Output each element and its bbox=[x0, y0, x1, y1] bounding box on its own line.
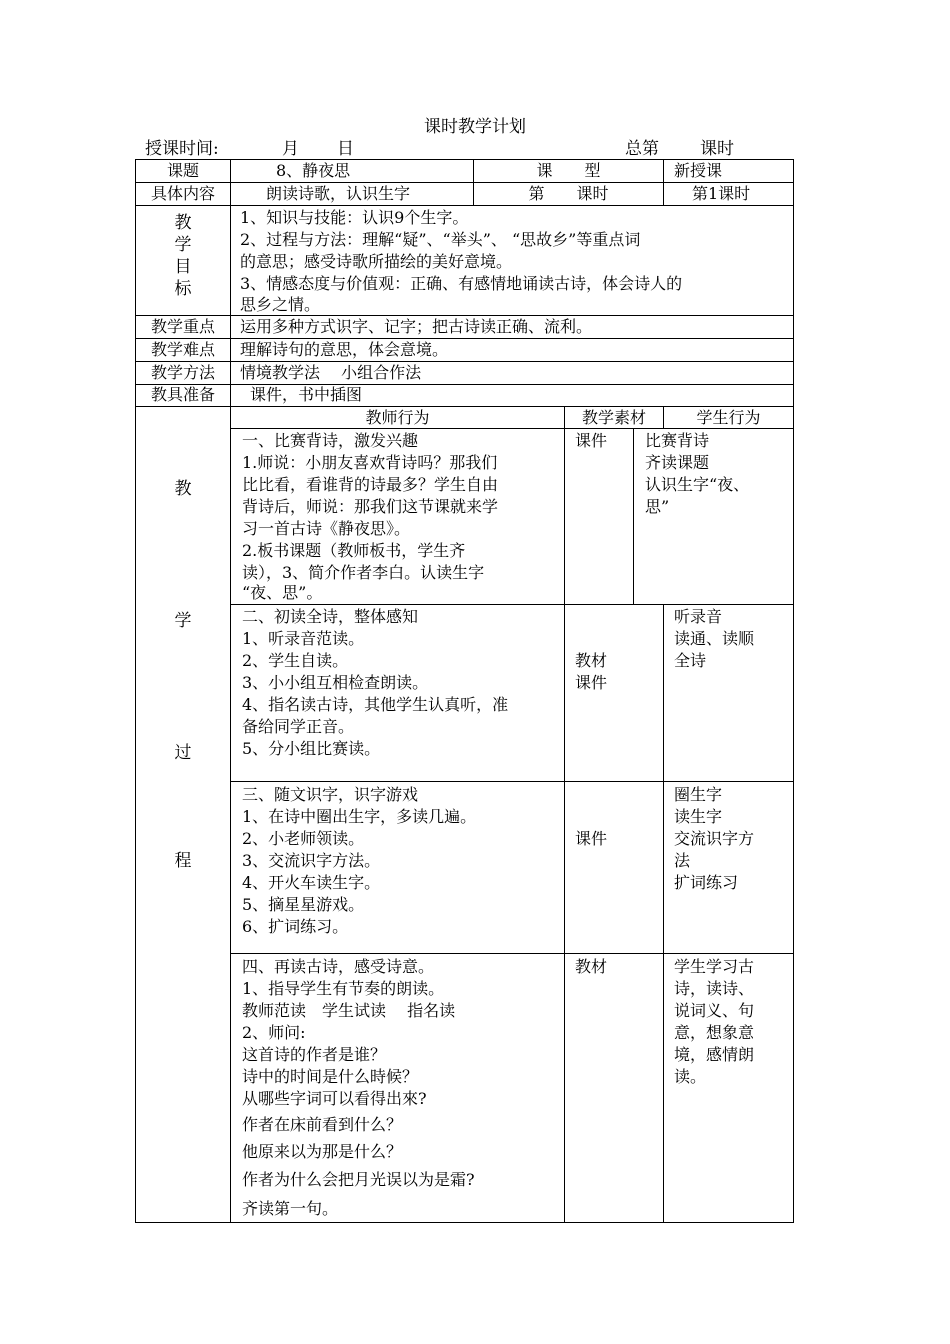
teacher-line: 齐读第一句。 bbox=[242, 1199, 339, 1218]
teacher-line: 教师范读 学生试读 指名读 bbox=[242, 1001, 456, 1020]
teacher-line: 5、摘星星游戏。 bbox=[242, 895, 365, 914]
teacher-line: 3、交流识字方法。 bbox=[242, 851, 381, 870]
teacher-line: 诗中的时间是什么時候？ bbox=[242, 1067, 419, 1086]
objective-line: 1、知识与技能：认识9个生字。 bbox=[240, 208, 469, 227]
material-line: 课件 bbox=[575, 673, 608, 692]
type-value: 新授课 bbox=[674, 161, 723, 180]
period-value: 第1课时 bbox=[692, 184, 751, 203]
teacher-line: 这首诗的作者是谁？ bbox=[242, 1045, 387, 1064]
difficulty-value: 理解诗句的意思，体会意境。 bbox=[240, 340, 449, 359]
teacher-line: 1、指导学生有节奏的朗读。 bbox=[242, 979, 445, 998]
key-point-label: 教学重点 bbox=[150, 317, 215, 336]
topic-label: 课题 bbox=[166, 161, 199, 180]
content-label: 具体内容 bbox=[150, 184, 215, 203]
content-value: 朗读诗歌，认识生字 bbox=[266, 184, 411, 203]
teacher-header: 教师行为 bbox=[365, 408, 430, 427]
objectives-label-char: 教 bbox=[174, 213, 192, 233]
student-line: 读通、读顺 bbox=[674, 629, 755, 648]
student-line: 读生字 bbox=[674, 807, 723, 826]
teacher-line: 他原来以为那是什么？ bbox=[242, 1142, 403, 1161]
process-label-char: 程 bbox=[174, 851, 192, 871]
material-line: 课件 bbox=[575, 431, 608, 450]
student-line: 圈生字 bbox=[674, 785, 723, 804]
difficulty-label: 教学难点 bbox=[150, 340, 215, 359]
teacher-line: 作者在床前看到什么？ bbox=[242, 1115, 403, 1134]
period-label: 第 课时 bbox=[528, 184, 609, 203]
material-line: 教材 bbox=[575, 957, 608, 976]
process-label-char: 学 bbox=[174, 611, 192, 631]
teacher-line: 3、小小组互相检查朗读。 bbox=[242, 673, 429, 692]
total-label: 总第 bbox=[625, 139, 659, 159]
teacher-line: 1、在诗中圈出生字，多读几遍。 bbox=[242, 807, 477, 826]
student-line: 认识生字“夜、 bbox=[645, 475, 750, 494]
student-line: 读。 bbox=[674, 1067, 707, 1086]
student-line: 意，想象意 bbox=[674, 1023, 755, 1042]
type-label: 课 型 bbox=[536, 161, 601, 180]
teacher-line: 1.师说：小朋友喜欢背诗吗？那我们 bbox=[242, 453, 498, 472]
student-line: 说词义、句 bbox=[674, 1001, 755, 1020]
material-header: 教学素材 bbox=[581, 408, 646, 427]
teacher-line: 2、学生自读。 bbox=[242, 651, 349, 670]
process-label-char: 教 bbox=[174, 479, 192, 499]
page-title: 课时教学计划 bbox=[424, 117, 526, 137]
objectives-label-char: 学 bbox=[174, 235, 192, 255]
topic-value: 8、静夜思 bbox=[276, 161, 351, 180]
teacher-line: 2、师问: bbox=[242, 1023, 306, 1042]
student-line: 扩词练习 bbox=[674, 873, 739, 892]
objective-line: 3、情感态度与价值观：正确、有感情地诵读古诗，体会诗人的 bbox=[240, 274, 683, 293]
teacher-line: 四、再读古诗，感受诗意。 bbox=[242, 957, 435, 976]
teacher-line: 4、开火车读生字。 bbox=[242, 873, 381, 892]
teacher-line: “夜、思”。 bbox=[242, 583, 323, 602]
student-line: 齐读课题 bbox=[645, 453, 710, 472]
teacher-line: 2、小老师领读。 bbox=[242, 829, 365, 848]
teacher-line: 从哪些字词可以看得出來? bbox=[242, 1089, 427, 1108]
process-label-char: 过 bbox=[174, 743, 192, 763]
objectives-label-char: 标 bbox=[174, 279, 192, 299]
tools-label: 教具准备 bbox=[150, 385, 215, 404]
day-label: 日 bbox=[337, 139, 354, 159]
teacher-line: 4、指名读古诗，其他学生认真听，准 bbox=[242, 695, 509, 714]
student-line: 学生学习古 bbox=[674, 957, 755, 976]
student-line: 交流识字方 bbox=[674, 829, 755, 848]
teacher-line: 1、听录音范读。 bbox=[242, 629, 365, 648]
objective-line: 思乡之情。 bbox=[240, 295, 321, 314]
student-line: 境，感情朗 bbox=[674, 1045, 755, 1064]
objective-line: 2、过程与方法：理解“疑”、“举头”、 “思故乡”等重点词 bbox=[240, 230, 641, 249]
teacher-line: 读），3、简介作者李白。认读生字 bbox=[242, 563, 485, 582]
student-line: 诗，读诗、 bbox=[674, 979, 755, 998]
material-line: 课件 bbox=[575, 829, 608, 848]
teacher-line: 背诗后，师说：那我们这节课就来学 bbox=[242, 497, 499, 516]
material-line: 教材 bbox=[575, 651, 608, 670]
teacher-line: 备给同学正音。 bbox=[242, 717, 355, 736]
student-line: 全诗 bbox=[674, 651, 707, 670]
teacher-line: 三、随文识字，识字游戏 bbox=[242, 785, 419, 804]
objective-line: 的意思；感受诗歌所描绘的美好意境。 bbox=[240, 252, 513, 271]
student-line: 思” bbox=[645, 497, 670, 516]
student-line: 听录音 bbox=[674, 607, 723, 626]
lesson-label: 课时 bbox=[700, 139, 734, 159]
teacher-line: 5、分小组比赛读。 bbox=[242, 739, 381, 758]
teacher-line: 比比看，看谁背的诗最多？学生自由 bbox=[242, 475, 499, 494]
teacher-line: 习一首古诗《静夜思》。 bbox=[242, 519, 411, 538]
student-header: 学生行为 bbox=[696, 408, 761, 427]
month-label: 月 bbox=[282, 139, 299, 159]
method-label: 教学方法 bbox=[150, 363, 215, 382]
teacher-line: 6、扩词练习。 bbox=[242, 917, 349, 936]
teacher-line: 二、初读全诗，整体感知 bbox=[242, 607, 419, 626]
teacher-line: 一、比赛背诗，激发兴趣 bbox=[242, 431, 419, 450]
student-line: 比赛背诗 bbox=[645, 431, 710, 450]
student-line: 法 bbox=[674, 851, 691, 870]
objectives-label-char: 目 bbox=[174, 257, 192, 277]
teacher-line: 作者为什么会把月光误以为是霜? bbox=[242, 1170, 475, 1189]
key-point-value: 运用多种方式识字、记字；把古诗读正确、流利。 bbox=[240, 317, 593, 336]
time-label: 授课时间: bbox=[145, 139, 219, 159]
teacher-line: 2.板书课题（教师板书，学生齐 bbox=[242, 541, 466, 560]
method-value: 情境教学法 小组合作法 bbox=[240, 363, 422, 382]
tools-value: 课件，书中插图 bbox=[250, 385, 363, 404]
